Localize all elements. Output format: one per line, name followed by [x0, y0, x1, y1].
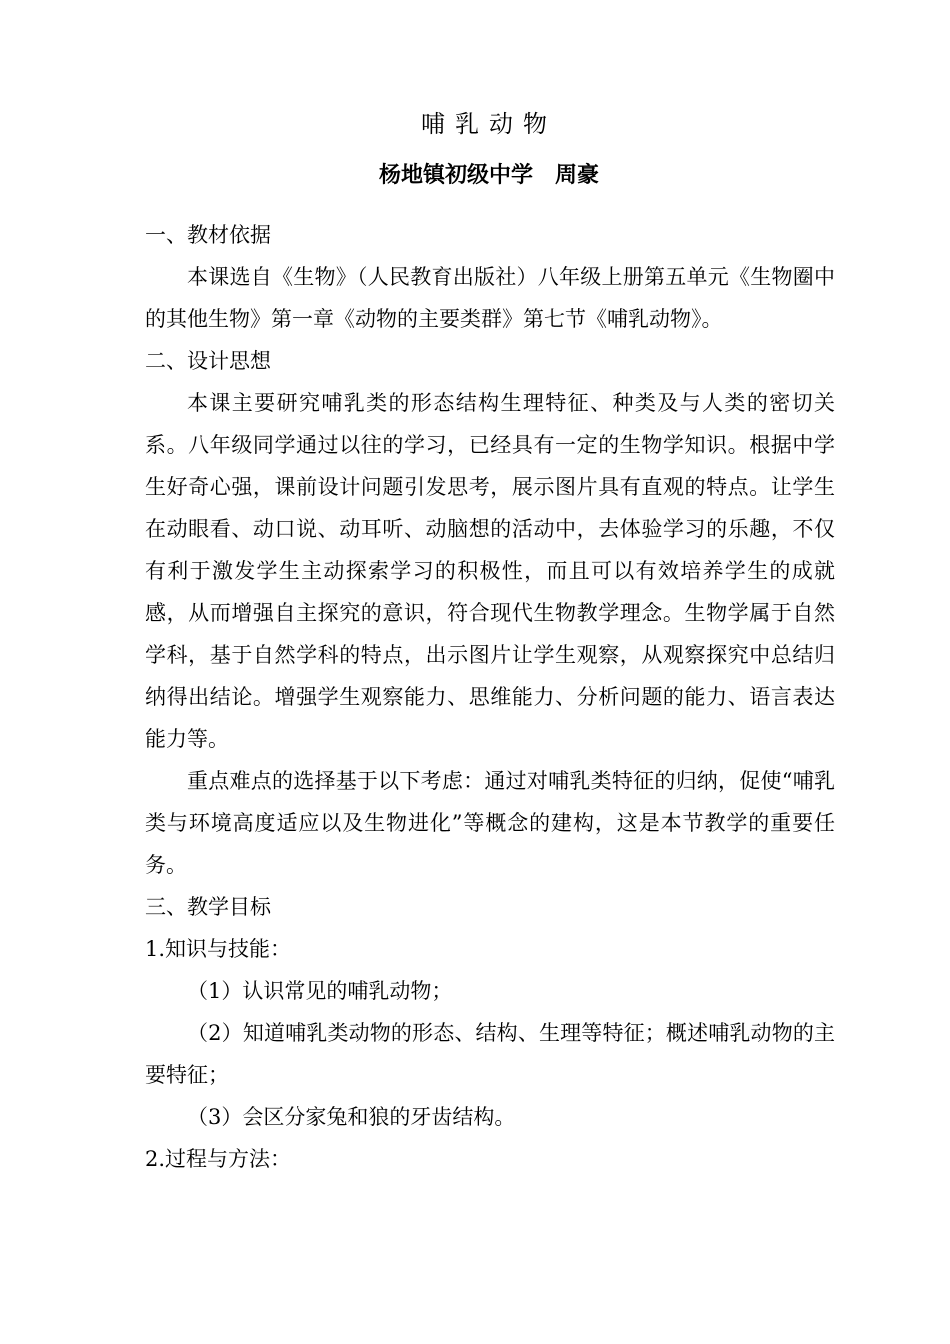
paragraph-textbook-source: 本课选自《生物》（人民教育出版社）八年级上册第五单元《生物圈中的其他生物》第一章《动物的主要类群》第七节《哺乳动物》。	[145, 265, 835, 331]
document-body	[145, 214, 835, 1180]
author-line: 杨地镇初级中学 周豪	[378, 163, 599, 188]
paragraph-key-points: 重点难点的选择基于以下考虑：通过对哺乳类特征的归纳，促使“哺乳类与环境高度适应以及生物进化”等概念的建构，这是本节教学的重要任务。	[145, 769, 835, 877]
section-heading-1: 一、教材依据	[145, 223, 271, 247]
document-title: 哺乳动物	[421, 110, 557, 138]
subheading-process-methods: 2.过程与方法：	[145, 1147, 292, 1171]
paragraph-design-idea: 本课主要研究哺乳类的形态结构生理特征、种类及与人类的密切关系。八年级同学通过以往的学习，已经具有一定的生物学知识。根据中学生好奇心强，课前设计问题引发思考，展示图片具有直观的特点。让学生在动眼看、动口说、动耳听、动脑想的活动中，去体验学习的乐趣，不仅有利于激发学生主动探索学习的积极性，而且可以有效培养学生的成就感，从而增强自主探究的意识，符合现代生物教学理念。生物学属于自然学科，基于自然学科的特点，出示图片让学生观察，从观察探究中总结归纳得出结论。增强学生观察能力、思维能力、分析问题的能力、语言表达能力等。	[145, 391, 835, 751]
objective-item-1: （1）认识常见的哺乳动物；	[187, 979, 453, 1003]
section-heading-3: 三、教学目标	[145, 895, 271, 919]
objective-item-3: （3）会区分家兔和狼的牙齿结构。	[187, 1105, 516, 1129]
section-heading-2: 二、设计思想	[145, 349, 271, 373]
objective-item-2: （2）知道哺乳类动物的形态、结构、生理等特征；概述哺乳动物的主要特征；	[145, 1021, 835, 1087]
subheading-knowledge-skills: 1.知识与技能：	[145, 937, 292, 961]
